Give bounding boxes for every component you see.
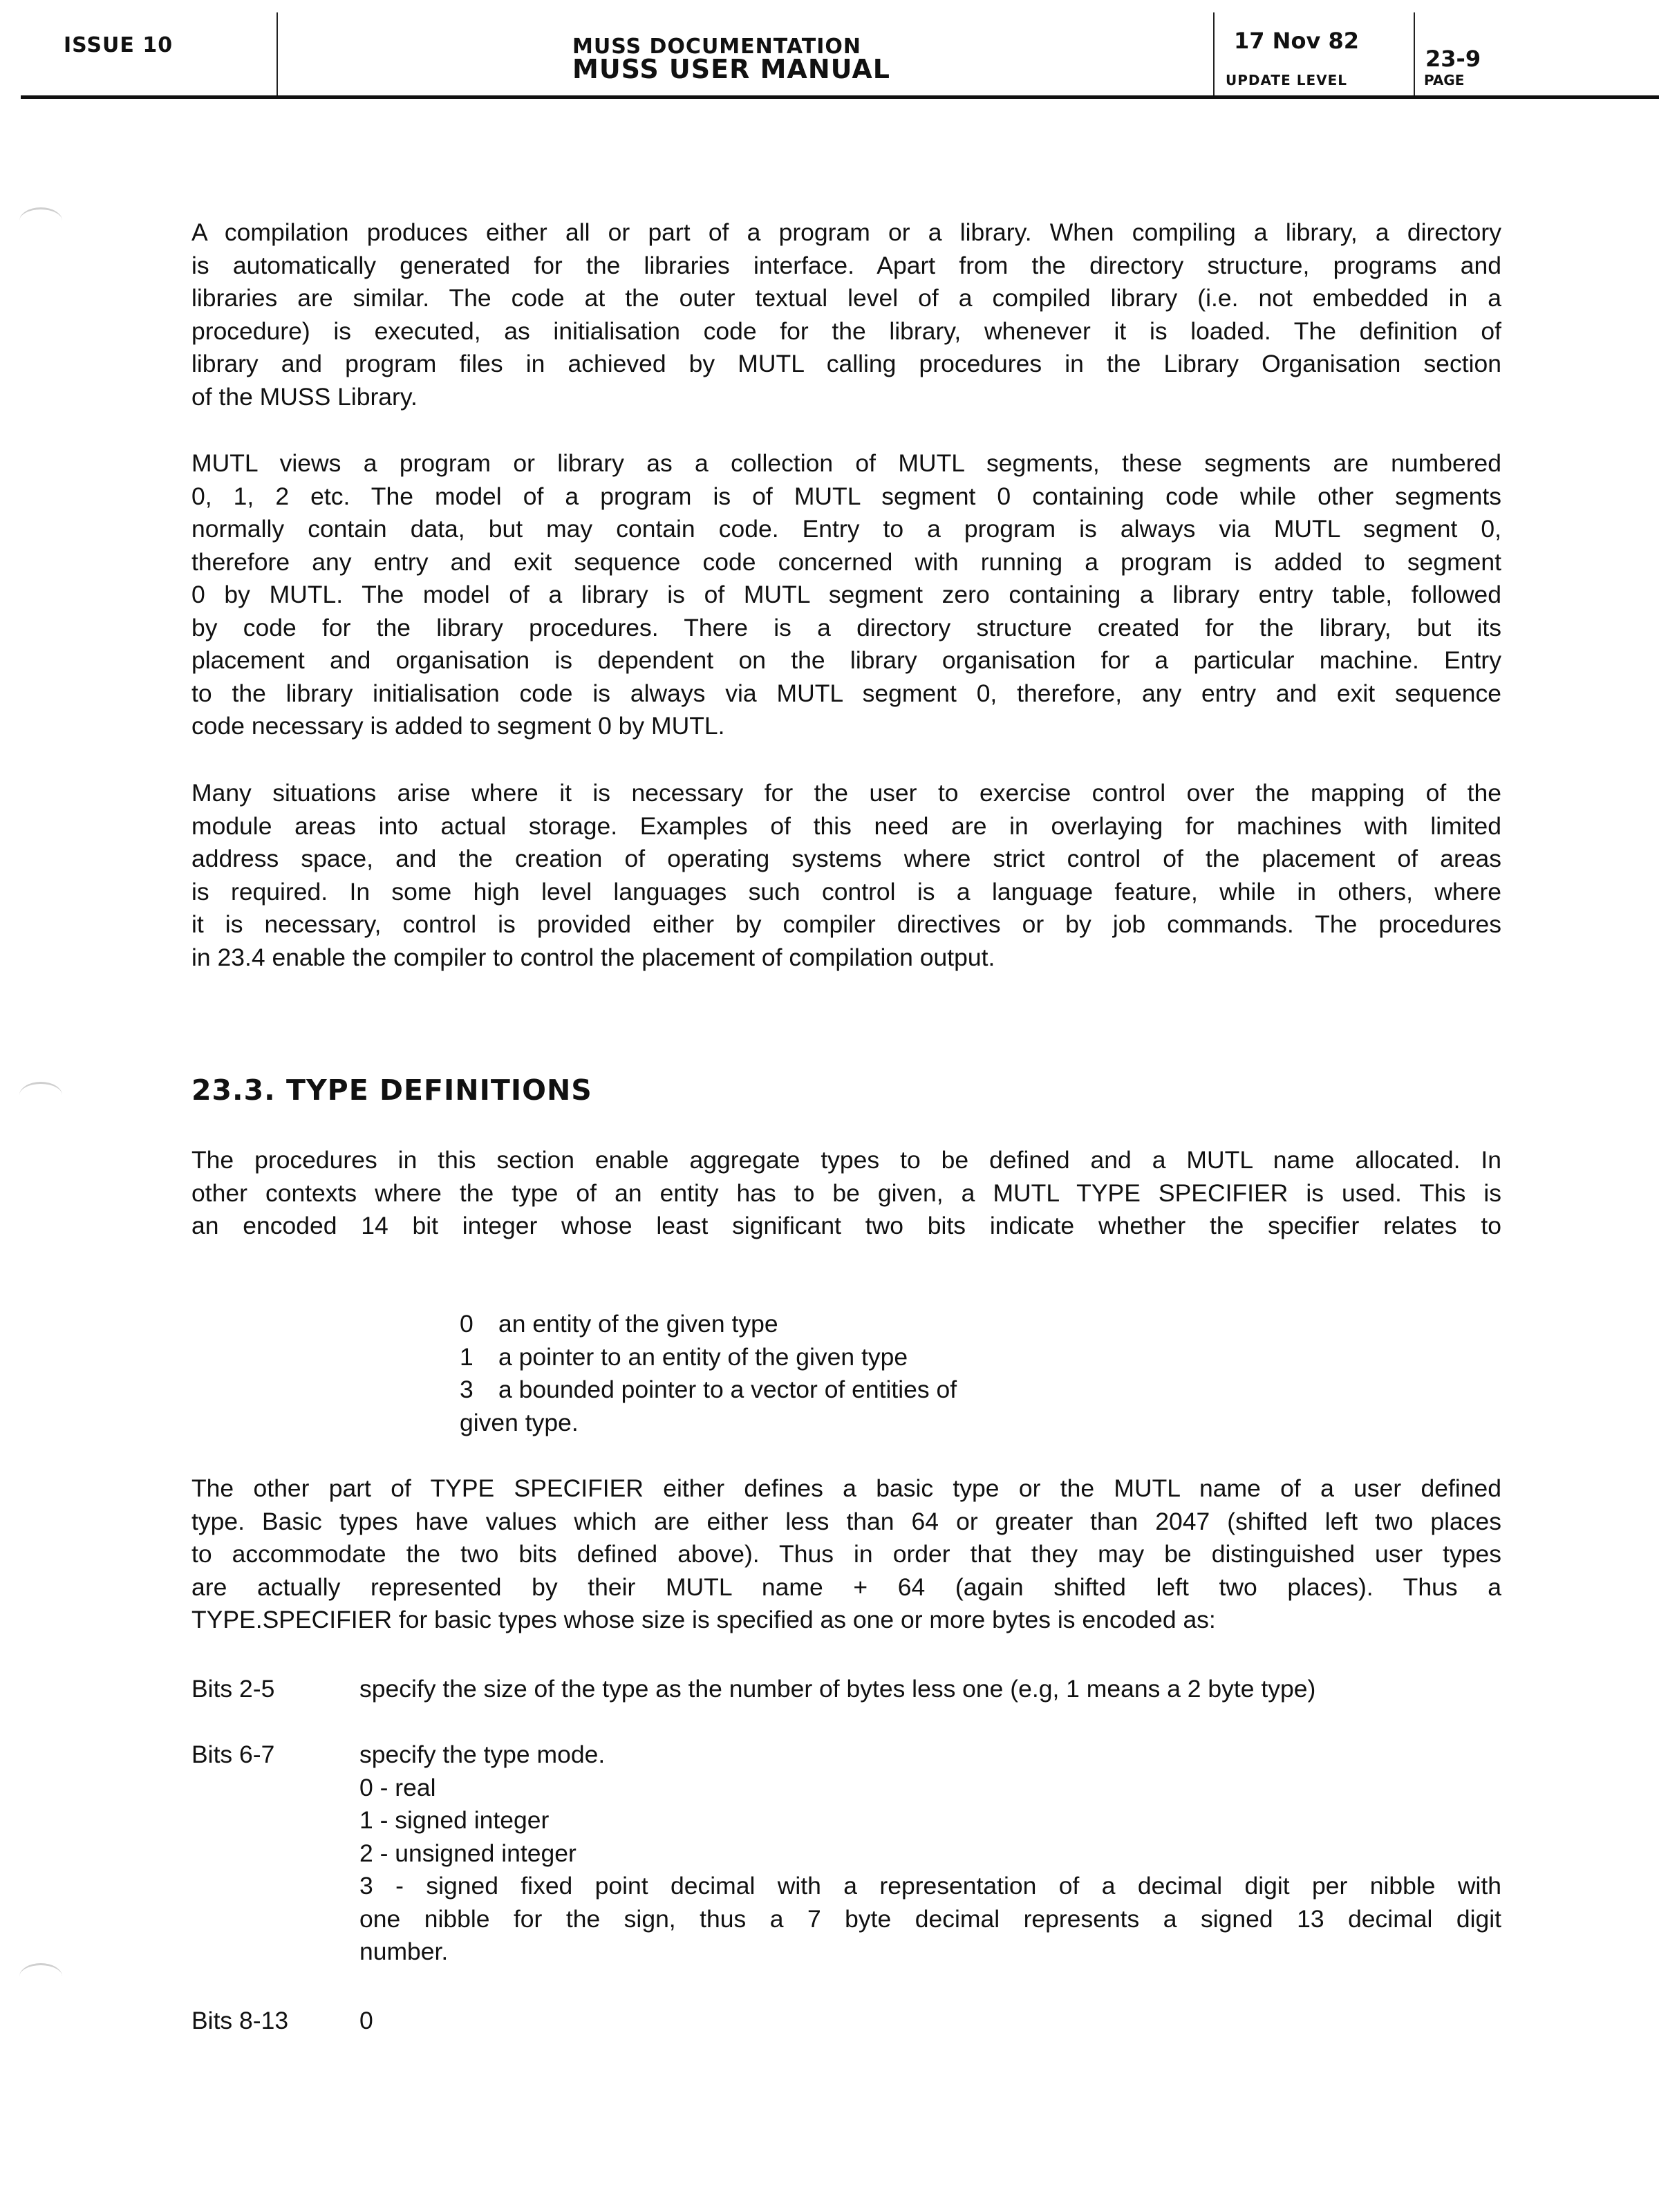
text-line: MUTL views a program or library as a collection of MUTL segments, these segments are numbered: [191, 449, 1501, 477]
code-text: a bounded pointer to a vector of entities of: [498, 1376, 957, 1403]
text-line: number.: [359, 1938, 449, 1965]
manual-title: MUSS USER MANUAL: [572, 54, 890, 84]
text-line: libraries are similar. The code at the outer textual level of a compiled library (i.e. not embedded in a: [191, 284, 1501, 312]
text-line: are actually represented by their MUTL name + 64 (again shifted left two places). Thus a: [191, 1573, 1501, 1601]
text-line: procedure) is executed, as initialisation code for the library, whenever it is loaded. The definition of: [191, 317, 1501, 345]
specifier-code-list: [460, 1308, 957, 1439]
text-line: Many situations arise where it is necessary for the user to exercise control over the mapping of the: [191, 779, 1501, 807]
bits-label: Bits 2-5: [191, 1675, 275, 1703]
text-line: placement and organisation is dependent on the library organisation for a particular machine. Entry: [191, 646, 1501, 674]
text-line: 0: [359, 2007, 373, 2034]
paragraph-type-specifier-encoding: [191, 1472, 1501, 1637]
code-number: 0: [460, 1310, 474, 1338]
text-line: specify the size of the type as the number of bytes less one (e.g, 1 means a 2 byte type): [359, 1675, 1316, 1703]
header-rule: [21, 95, 1659, 99]
doc-series: MUSS DOCUMENTATION: [572, 35, 862, 59]
punch-hole-mark: [19, 1963, 62, 1990]
code-number: 1: [460, 1342, 474, 1371]
page-number: 23-9: [1425, 46, 1481, 72]
text-line: code necessary is added to segment 0 by MUTL.: [191, 712, 725, 740]
header-divider: [1213, 12, 1215, 97]
text-line: The other part of TYPE SPECIFIER either defines a basic type or the MUTL name of a user defined: [191, 1474, 1501, 1502]
list-item: [460, 1308, 957, 1341]
issue-label: ISSUE 10: [64, 33, 174, 57]
header-divider: [276, 12, 278, 97]
text-line: is automatically generated for the libraries interface. Apart from the directory structure, programs and: [191, 251, 1501, 279]
update-level-label: UPDATE LEVEL: [1226, 72, 1347, 88]
bits-label: Bits 6-7: [191, 1741, 275, 1768]
text-line: TYPE.SPECIFIER for basic types whose size is specified as one or more bytes is encoded as:: [191, 1606, 1216, 1633]
header-divider: [1414, 12, 1415, 97]
update-date: 17 Nov 82: [1234, 28, 1359, 54]
code-text: a pointer to an entity of the given type: [498, 1342, 908, 1371]
text-line: is required. In some high level languages such control is a language feature, while in others, where: [191, 877, 1501, 906]
punch-hole-mark: [19, 1082, 62, 1109]
text-line: by code for the library procedures. There is a directory structure created for the library, but its: [191, 613, 1501, 641]
text-line: address space, and the creation of operating systems where strict control of the placement of areas: [191, 845, 1501, 872]
text-line: 0, 1, 2 etc. The model of a program is of MUTL segment 0 containing code while other segments: [191, 482, 1501, 510]
section-heading: 23.3. TYPE DEFINITIONS: [191, 1074, 592, 1107]
text-line: to the library initialisation code is always via MUTL segment 0, therefore, any entry and exit sequence: [191, 679, 1501, 707]
list-item-continuation: given type.: [460, 1408, 579, 1436]
bits-label: Bits 8-13: [191, 2007, 289, 2034]
bits-description: [359, 2005, 1501, 2038]
text-line: to accommodate the two bits defined above). Thus in order that they may be distinguished user types: [191, 1540, 1501, 1568]
text-line: one nibble for the sign, thus a 7 byte decimal represents a signed 13 decimal digit: [359, 1904, 1501, 1933]
text-line: module areas into actual storage. Examples of this need are in overlaying for machines with limited: [191, 812, 1501, 840]
text-line: A compilation produces either all or part of a program or a library. When compiling a library, a directory: [191, 218, 1501, 246]
text-line: The procedures in this section enable aggregate types to be defined and a MUTL name allocated. In: [191, 1146, 1501, 1174]
text-line: an encoded 14 bit integer whose least significant two bits indicate whether the specifier relates to: [191, 1212, 1501, 1239]
text-line: in 23.4 enable the compiler to control the placement of compilation output.: [191, 943, 995, 971]
text-line: 2 - unsigned integer: [359, 1839, 577, 1867]
list-item: [460, 1341, 957, 1374]
punch-hole-mark: [19, 207, 62, 234]
paragraph-storage-mapping: [191, 777, 1501, 974]
bits-description: [359, 1673, 1501, 1706]
text-line: normally contain data, but may contain code. Entry to a program is always via MUTL segment 0,: [191, 515, 1501, 543]
bits-description: [359, 1738, 1501, 1969]
text-line: specify the type mode.: [359, 1741, 606, 1768]
paragraph-mutl-segments: [191, 447, 1501, 743]
text-line: of the MUSS Library.: [191, 382, 418, 411]
list-item: [460, 1374, 957, 1407]
text-line: type. Basic types have values which are either less than 64 or greater than 2047 (shifted left two places: [191, 1507, 1501, 1535]
page-label: PAGE: [1424, 72, 1465, 88]
text-line: 3 - signed fixed point decimal with a representation of a decimal digit per nibble with: [359, 1872, 1501, 1900]
text-line: 0 - real: [359, 1773, 436, 1801]
text-line: library and program files in achieved by MUTL calling procedures in the Library Organisation section: [191, 350, 1501, 377]
text-line: therefore any entry and exit sequence code concerned with running a program is added to segment: [191, 547, 1501, 576]
code-text: an entity of the given type: [498, 1310, 778, 1338]
text-line: 1 - signed integer: [359, 1806, 550, 1834]
paragraph-type-specifier-intro: [191, 1144, 1501, 1243]
text-line: 0 by MUTL. The model of a library is of MUTL segment zero containing a library entry table, followed: [191, 581, 1501, 608]
text-line: it is necessary, control is provided either by compiler directives or by job commands. The procedures: [191, 910, 1501, 938]
document-title: [572, 35, 890, 84]
code-number: 3: [460, 1376, 474, 1403]
page-header: [0, 0, 1659, 100]
paragraph-compilation: [191, 216, 1501, 413]
text-line: other contexts where the type of an entity has to be given, a MUTL TYPE SPECIFIER is used. This is: [191, 1179, 1501, 1207]
